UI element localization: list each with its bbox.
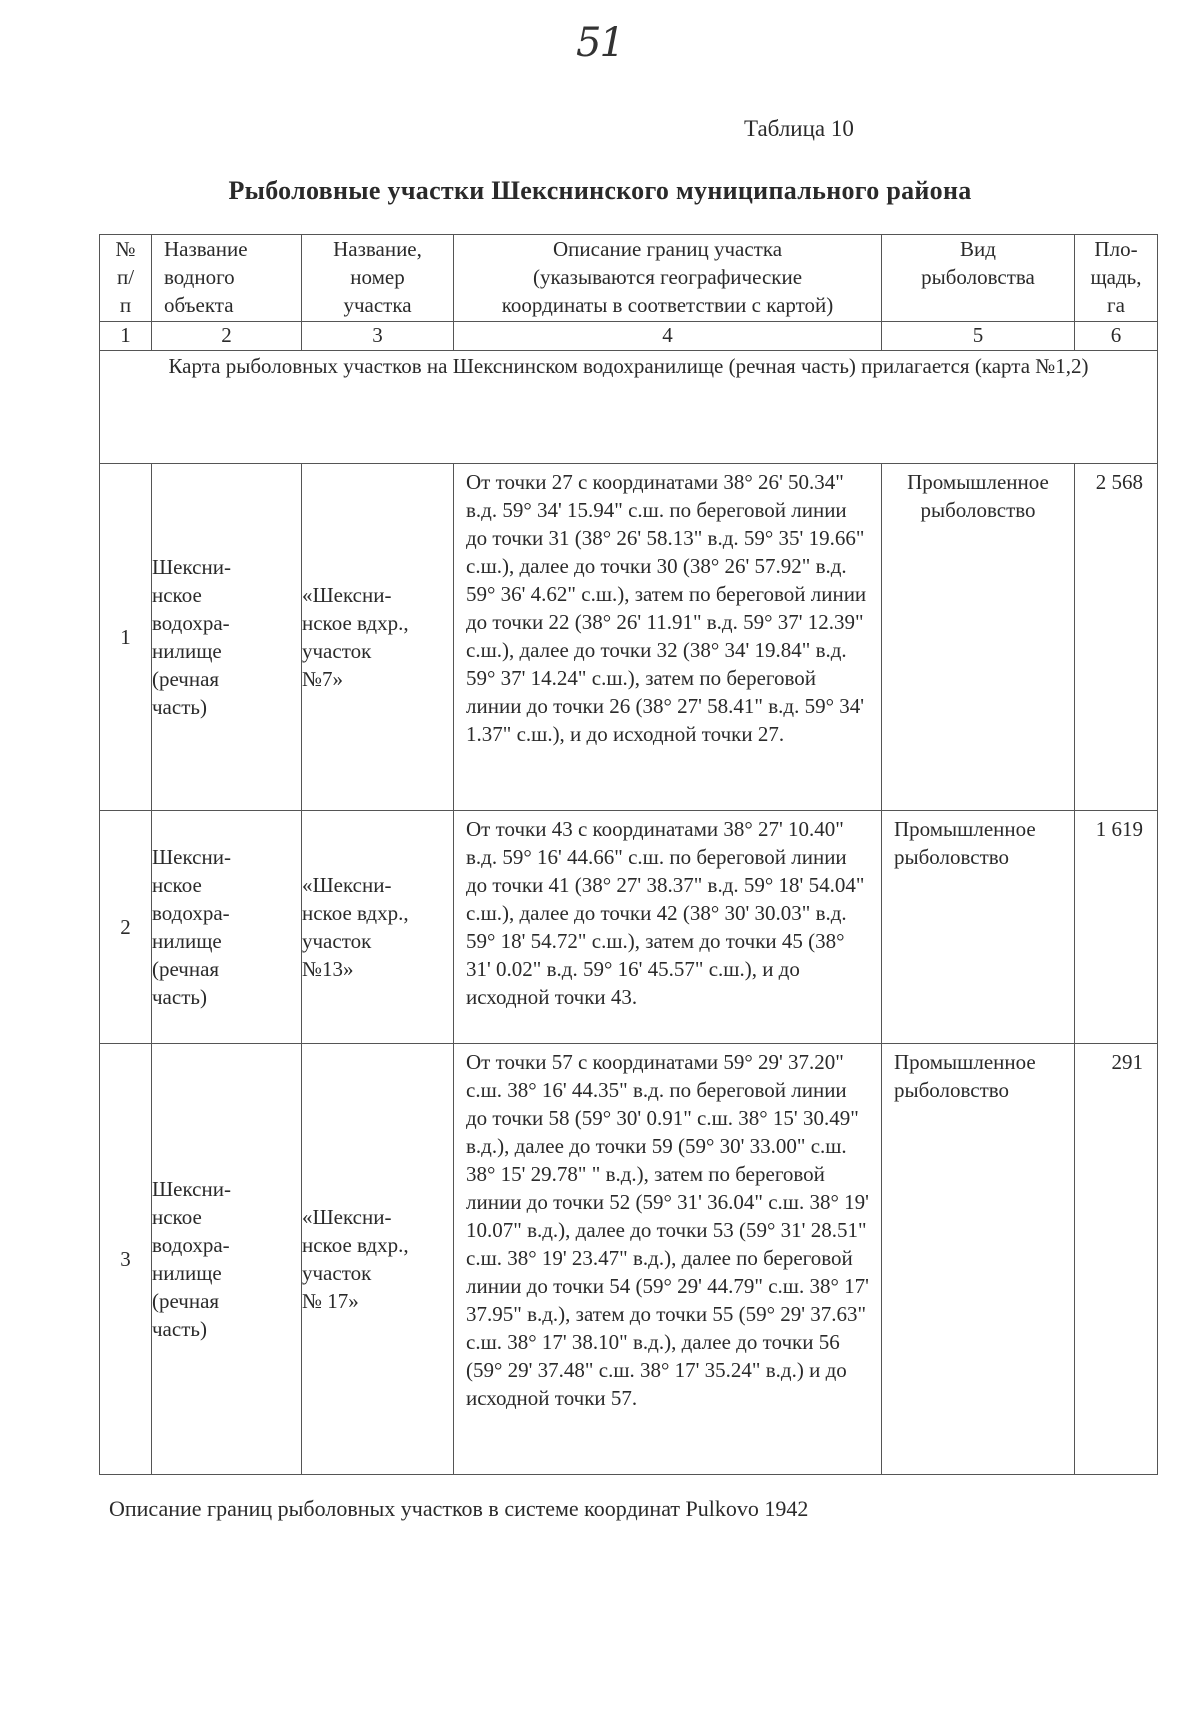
map-note-row: [100, 351, 1158, 464]
header-cell-section: Название, номер участка: [302, 235, 454, 322]
boundary-description: От точки 27 с координатами 38° 26' 50.34" в.д. 59° 34' 15.94" с.ш. по береговой линии до точки 31 (38° 26' 58.13" в.д. 59° 35' 19.66" с.ш.), далее до точки 30 (38° 26' 57.92" в.д. 59° 36' 4.62" с.ш.), затем по береговой линии до точки 22 (38° 26' 11.91" в.д. 59° 37' 12.39" с.ш.), далее до точки 32 (38° 34' 19.84" в.д. 59° 37' 14.24" с.ш.), затем по береговой линии до точки 26 (38° 27' 58.41" в.д. 59° 34' 1.37" с.ш.), и до исходной точки 27.: [454, 464, 882, 811]
section-name: «Шексни- нское вдхр., участок №13»: [302, 811, 454, 1044]
table-row: [100, 464, 1158, 811]
table-label: Таблица 10: [744, 116, 854, 141]
boundary-description: От точки 57 с координатами 59° 29' 37.20" с.ш. 38° 16' 44.35" в.д. по береговой линии до точки 58 (59° 30' 0.91" с.ш. 38° 15' 30.49" в.д.), далее до точки 59 (59° 30' 33.00" с.ш. 38° 15' 29.78" " в.д.), затем по береговой линии до точки 52 (59° 31' 36.04" с.ш. 38° 19' 10.07" в.д.), далее до точки 53 (59° 31' 28.51" с.ш. 38° 19' 23.47" в.д.), далее по береговой линии до точки 54 (59° 29' 44.79" с.ш. 38° 17' 37.95" в.д.), затем до точки 55 (59° 29' 37.63" с.ш. 38° 17' 38.10" в.д.), далее до точки 56 (59° 29' 37.48" с.ш. 38° 17' 35.24" в.д.) и до исходной точки 57.: [454, 1044, 882, 1475]
header-cell-water-body: Название водного объекта: [152, 235, 302, 322]
header-cell-area: Пло- щадь, га: [1075, 235, 1158, 322]
fishing-type: Промышленное рыболовство: [882, 811, 1075, 1044]
boundary-description: От точки 43 с координатами 38° 27' 10.40" в.д. 59° 16' 44.66" с.ш. по береговой линии до точки 41 (38° 27' 38.37" в.д. 59° 18' 54.04" с.ш.), далее до точки 42 (38° 30' 30.03" в.д. 59° 18' 54.72" с.ш.), затем до точки 45 (38° 31' 0.02" в.д. 59° 16' 45.57" с.ш.), и до исходной точки 43.: [454, 811, 882, 1044]
footer-note: Описание границ рыболовных участков в системе координат Pulkovo 1942: [109, 1496, 809, 1521]
row-index: 2: [100, 811, 152, 1044]
water-body-name: Шексни- нское водохра- нилище (речная часть): [152, 464, 302, 811]
column-number: 5: [882, 322, 1075, 351]
column-number: 6: [1075, 322, 1158, 351]
header-cell-fishing-type: Вид рыболовства: [882, 235, 1075, 322]
column-number: 4: [454, 322, 882, 351]
header-cell-description: Описание границ участка (указываются географические координаты в соответствии с картой): [454, 235, 882, 322]
page-title: Рыболовные участки Шекснинского муниципального района: [228, 176, 972, 205]
area-value: 291: [1075, 1044, 1158, 1475]
column-number-row: [100, 322, 1158, 351]
table-row: [100, 1044, 1158, 1475]
water-body-name: Шексни- нское водохра- нилище (речная часть): [152, 811, 302, 1044]
fishing-sections-table: [99, 234, 1158, 1475]
column-number: 3: [302, 322, 454, 351]
map-note: Карта рыболовных участков на Шекснинском водохранилище (речная часть) прилагается (карта №1,2): [100, 351, 1158, 464]
table-row: [100, 811, 1158, 1044]
fishing-type: Промышленное рыболовство: [882, 1044, 1075, 1475]
area-value: 2 568: [1075, 464, 1158, 811]
row-index: 1: [100, 464, 152, 811]
column-number: 1: [100, 322, 152, 351]
page-number: 51: [576, 20, 623, 66]
row-index: 3: [100, 1044, 152, 1475]
area-value: 1 619: [1075, 811, 1158, 1044]
column-number: 2: [152, 322, 302, 351]
water-body-name: Шексни- нское водохра- нилище (речная часть): [152, 1044, 302, 1475]
header-cell-number: № п/ п: [100, 235, 152, 322]
table-header-row: [100, 235, 1158, 322]
fishing-type: Промышленное рыболовство: [882, 464, 1075, 811]
section-name: «Шексни- нское вдхр., участок № 17»: [302, 1044, 454, 1475]
section-name: «Шексни- нское вдхр., участок №7»: [302, 464, 454, 811]
